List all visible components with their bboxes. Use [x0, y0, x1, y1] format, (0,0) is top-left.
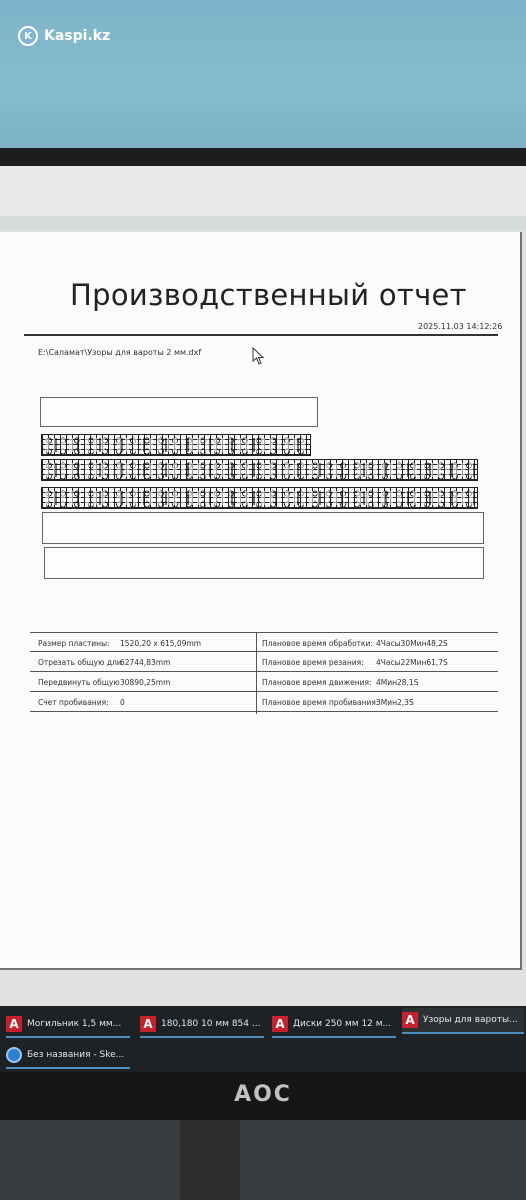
stat-label: Размер пластины:: [38, 638, 110, 648]
taskbar-item-label: Могильник 1,5 мм...: [27, 1019, 122, 1029]
stat-value: 4Мин28,1S: [376, 677, 419, 687]
stat-label: Плановое время движения:: [262, 677, 372, 687]
stat-label: Плановое время резания:: [262, 657, 364, 667]
part-preview-empty: [40, 397, 318, 427]
background-wall: [0, 0, 526, 152]
taskbar-item-label: Узоры для вароты...: [423, 1015, 518, 1025]
taskbar-item-autocad[interactable]: [140, 1012, 264, 1038]
stats-table: [30, 632, 498, 714]
stat-label: Счет пробивания:: [38, 697, 109, 707]
part-preview-empty: [44, 547, 484, 579]
table-row: [30, 652, 498, 672]
title-divider: [24, 334, 498, 336]
stat-label: Передвинуть общую: [38, 677, 120, 687]
autocad-icon: A: [140, 1016, 156, 1032]
stat-value: 62744,83mm: [120, 657, 171, 667]
app-toolbar-lower: [0, 216, 526, 230]
kaspi-logo-icon: K: [18, 26, 38, 46]
sketchup-icon: [6, 1047, 22, 1063]
table-row: [30, 632, 498, 652]
stat-value: 30890,25mm: [120, 677, 171, 687]
part-preview-empty: [42, 512, 484, 544]
autocad-icon: A: [6, 1016, 22, 1032]
stat-label: Отрезать общую дли: [38, 657, 122, 667]
monitor-stand: [180, 1120, 240, 1200]
monitor-brand-logo: AOC: [234, 1082, 292, 1107]
mouse-cursor-icon: [252, 347, 266, 365]
autocad-icon: A: [272, 1016, 288, 1032]
stat-value: 1520,20 x 615,09mm: [120, 638, 202, 648]
desk-surface: [0, 1120, 526, 1200]
stat-value: 0: [120, 697, 125, 707]
part-preview-pattern: [41, 434, 311, 456]
taskbar-item-autocad[interactable]: [6, 1012, 130, 1038]
kaspi-watermark: [18, 26, 110, 46]
report-page: [0, 232, 522, 970]
file-path: E:\Саламат\Узоры для вароты 2 мм.dxf: [38, 348, 202, 357]
taskbar-item-autocad[interactable]: [272, 1012, 396, 1038]
stat-label: Плановое время обработки:: [262, 638, 373, 648]
taskbar-item-label: 180,180 10 мм 854 ...: [161, 1019, 261, 1029]
taskbar-item-sketchup[interactable]: [6, 1043, 130, 1069]
report-timestamp: 2025.11.03 14:12:26: [418, 322, 503, 331]
taskbar-item-label: Без названия - Ske...: [27, 1050, 125, 1060]
taskbar-item-autocad-active[interactable]: [402, 1008, 524, 1034]
report-title: Производственный отчет: [70, 278, 467, 312]
app-toolbar: [0, 166, 526, 217]
stat-value: 4Часы22Мин61,7S: [376, 657, 448, 667]
stat-value: 3Мин2,3S: [376, 697, 414, 707]
taskbar-item-label: Диски 250 мм 12 м...: [293, 1019, 392, 1029]
watermark-text: Kaspi.kz: [44, 28, 111, 44]
autocad-icon: A: [402, 1012, 418, 1028]
part-preview-pattern: [41, 459, 478, 481]
monitor-bezel-top: [0, 148, 526, 166]
part-preview-pattern: [41, 487, 478, 509]
table-row: [30, 672, 498, 692]
stat-value: 4Часы30Мин48,2S: [376, 638, 448, 648]
stat-label: Плановое время пробивания:: [262, 697, 379, 707]
table-row: [30, 692, 498, 712]
